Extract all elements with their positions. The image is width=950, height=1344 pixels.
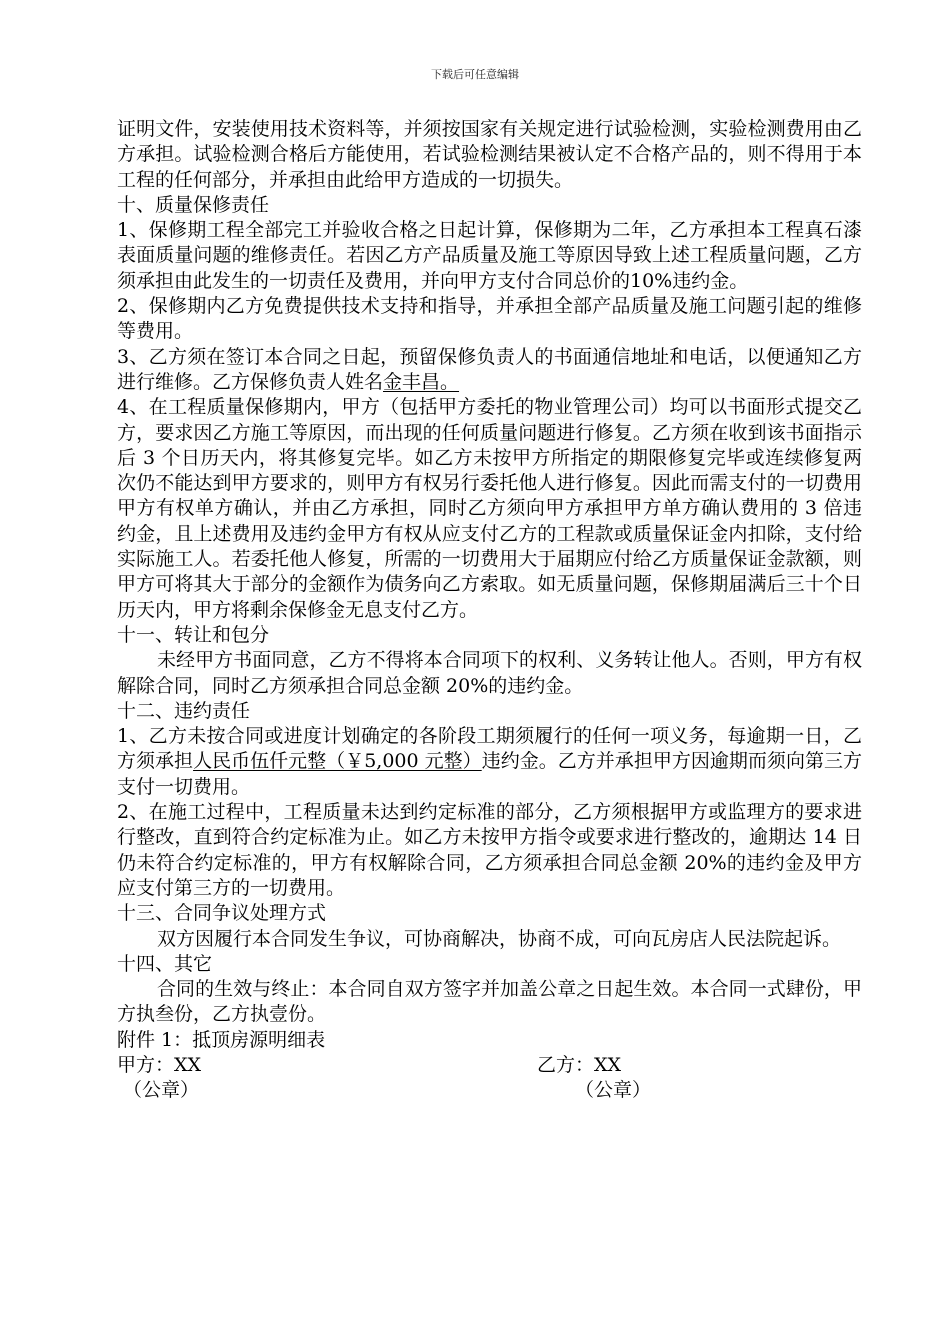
- page-header-note: 下载后可任意编辑: [431, 68, 519, 81]
- contract-body: [117, 117, 862, 1104]
- party-a-signature: 甲方：XX: [117, 1053, 202, 1076]
- party-a-stamp: （公章）: [123, 1079, 200, 1102]
- section-12-heading: 十二、违约责任: [117, 699, 251, 722]
- section-10-item-1: 1、保修期工程全部完工并验收合格之日起计算，保修期为二年，乙方承担本工程真石漆表面质量问题的维修责任。若因乙方产品质量及施工等原因导致上述工程质量问题，乙方须承担由此发生的一切责任及费用，并向甲方支付合同总价的10%违约金。: [117, 219, 862, 292]
- party-b-signature: 乙方：XX: [537, 1053, 622, 1076]
- warranty-contact-name: 金丰昌。: [383, 370, 460, 393]
- section-13-text: 双方因履行本合同发生争议，可协商解决，协商不成，可向瓦房店人民法院起诉。: [157, 927, 842, 950]
- section-14-heading: 十四、其它: [117, 952, 213, 975]
- section-13-heading: 十三、合同争议处理方式: [117, 902, 327, 925]
- signature-row: [117, 1053, 862, 1078]
- section-12-item-1-pre: 1、乙方未按合同或进度计划确定的各阶段工期须履行的任何一项义务，每逾期一日，乙方须承担: [117, 725, 862, 773]
- section-11-text: 未经甲方书面同意，乙方不得将本合同项下的权利、义务转让他人。否则，甲方有权解除合同，同时乙方须承担合同总金额 20%的违约金。: [117, 649, 862, 697]
- section-10-item-4: 4、在工程质量保修期内，甲方（包括甲方委托的物业管理公司）均可以书面形式提交乙方，要求因乙方施工等原因，而出现的任何质量问题进行修复。乙方须在收到该书面指示后 3 个日历天内，将其修复完毕。如乙方未按甲方所指定的期限修复完毕或连续修复两次仍不能达到甲方要求的，则甲方有权另行委托他人进行修复。因此而需支付的一切费用甲方有权单方确认，并由乙方承担，同时乙方须向甲方承担甲方单方确认费用的 3 倍违约金，且上述费用及违约金甲方有权从应支付乙方的工程款或质量保证金内扣除，支付给实际施工人。若委托他人修复，所需的一切费用大于届期应付给乙方质量保证金款额，则甲方可将其大于部分的金额作为债务向乙方索取。如无质量问题，保修期届满后三十个日历天内，甲方将剩余保修金无息支付乙方。: [117, 396, 862, 621]
- section-12-item-1-post: 违约金。乙方并承担甲方因逾期而须向第三方支付一切费用。: [117, 750, 862, 798]
- section-12-item-2: 2、在施工过程中，工程质量未达到约定标准的部分，乙方须根据甲方或监理方的要求进行整改，直到符合约定标准为止。如乙方未按甲方指令或要求进行整改的，逾期达 14 日仍未符合约定标准的，甲方有权解除合同，乙方须承担合同总金额 20%的违约金及甲方应支付第三方的一切费用。: [117, 801, 862, 899]
- section-10-item-3: [117, 345, 862, 396]
- section-14-text: 合同的生效与终止：本合同自双方签字并加盖公章之日起生效。本合同一式肆份，甲方执叁份，乙方执壹份。: [117, 978, 862, 1026]
- section-10-heading: 十、质量保修责任: [117, 193, 270, 216]
- penalty-amount: 人民币伍仟元整（￥5,000 元整）: [193, 750, 482, 773]
- section-12-item-1: [117, 724, 862, 800]
- stamp-row: [117, 1078, 862, 1103]
- paragraph-intro: 证明文件，安装使用技术资料等，并须按国家有关规定进行试验检测，实验检测费用由乙方承担。试验检测合格后方能使用，若试验检测结果被认定不合格产品的，则不得用于本工程的任何部分，并承担由此给甲方造成的一切损失。: [117, 118, 862, 191]
- section-10-item-2: 2、保修期内乙方免费提供技术支持和指导，并承担全部产品质量及施工问题引起的维修等费用。: [117, 295, 862, 343]
- attachment-line: 附件 1：抵顶房源明细表: [117, 1028, 326, 1051]
- section-11-heading: 十一、转让和包分: [117, 623, 270, 646]
- section-10-item-3-text: 3、乙方须在签订本合同之日起，预留保修负责人的书面通信地址和电话，以便通知乙方进行维修。乙方保修负责人姓名: [117, 345, 862, 393]
- party-b-stamp: （公章）: [575, 1079, 652, 1102]
